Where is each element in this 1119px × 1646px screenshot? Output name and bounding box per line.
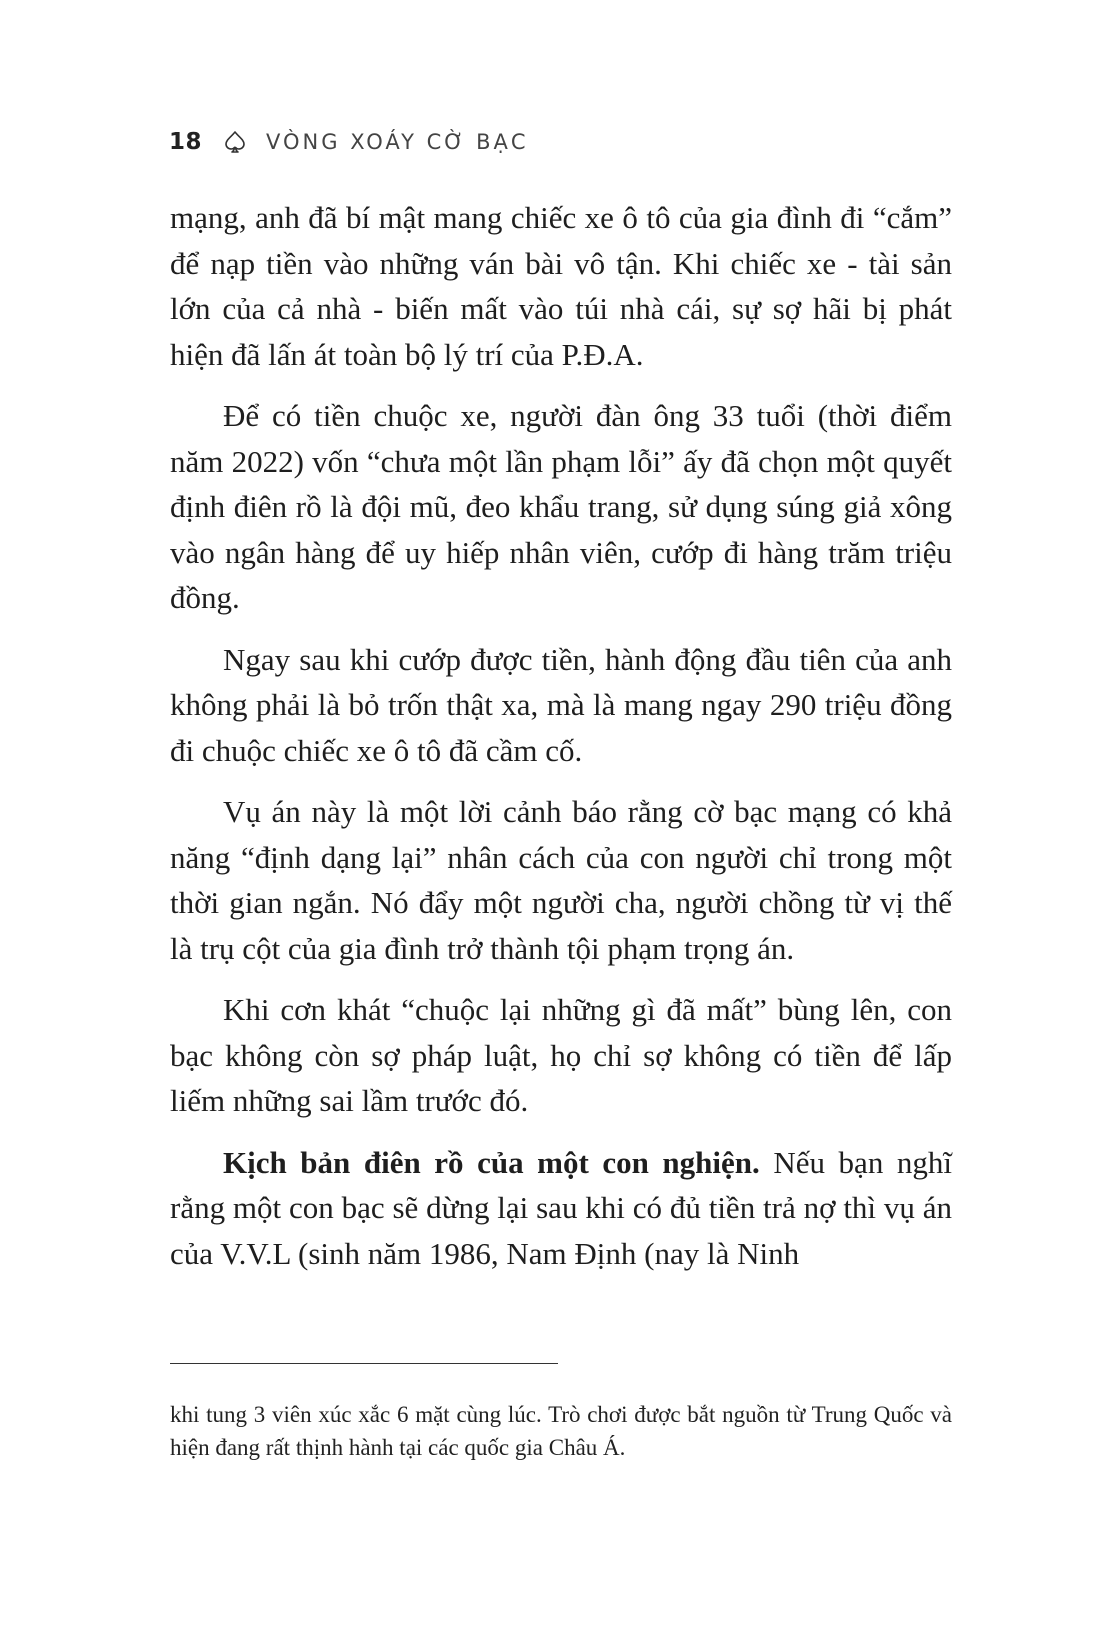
spade-outline-icon [224, 130, 246, 154]
paragraph: Ngay sau khi cướp được tiền, hành động đầu tiên của anh không phải là bỏ trốn thật xa, mà là mang ngay 290 triệu đồng đi chuộc chiếc xe ô tô đã cầm cố. [170, 641, 952, 768]
paragraph [170, 1140, 952, 1277]
body-text [170, 195, 952, 1292]
paragraph: Vụ án này là một lời cảnh báo rằng cờ bạc mạng có khả năng “định dạng lại” nhân cách của con người chỉ trong một thời gian ngắn. Nó đẩy một người cha, người chồng từ vị thế là trụ cột của gia đình trở thành tội phạm trọng án. [170, 794, 952, 966]
footnote: khi tung 3 viên xúc xắc 6 mặt cùng lúc. Trò chơi được bắt nguồn từ Trung Quốc và hiện đang rất thịnh hành tại các quốc gia Châu Á. [170, 1402, 952, 1460]
running-header [169, 122, 529, 162]
paragraph-body: Nếu bạn nghĩ rằng một con bạc sẽ dừng lại sau khi có đủ tiền trả nợ thì vụ án của V.V.L (sinh năm 1986, Nam Định (nay là Ninh [170, 1144, 952, 1271]
paragraph: mạng, anh đã bí mật mang chiếc xe ô tô của gia đình đi “cắm” để nạp tiền vào những ván bài vô tận. Khi chiếc xe - tài sản lớn của cả nhà - biến mất vào túi nhà cái, sự sợ hãi bị phát hiện đã lấn át toàn bộ lý trí của P.Đ.A. [170, 200, 952, 372]
paragraph-lead-heading: Kịch bản điên rồ của một con nghiện. [223, 1144, 760, 1180]
footnote-divider [170, 1363, 558, 1364]
book-title: VÒNG XOÁY CỜ BẠC [266, 130, 529, 154]
paragraph: Khi cơn khát “chuộc lại những gì đã mất” bùng lên, con bạc không còn sợ pháp luật, họ chỉ sợ không có tiền để lấp liếm những sai lầm trước đó. [170, 992, 952, 1118]
page-number: 18 [169, 129, 203, 155]
paragraph: Để có tiền chuộc xe, người đàn ông 33 tuổi (thời điểm năm 2022) vốn “chưa một lần phạm lỗi” ấy đã chọn một quyết định điên rồ là đội mũ, đeo khẩu trang, sử dụng súng giả xông vào ngân hàng để uy hiếp nhân viên, cướp đi hàng trăm triệu đồng. [170, 398, 952, 615]
